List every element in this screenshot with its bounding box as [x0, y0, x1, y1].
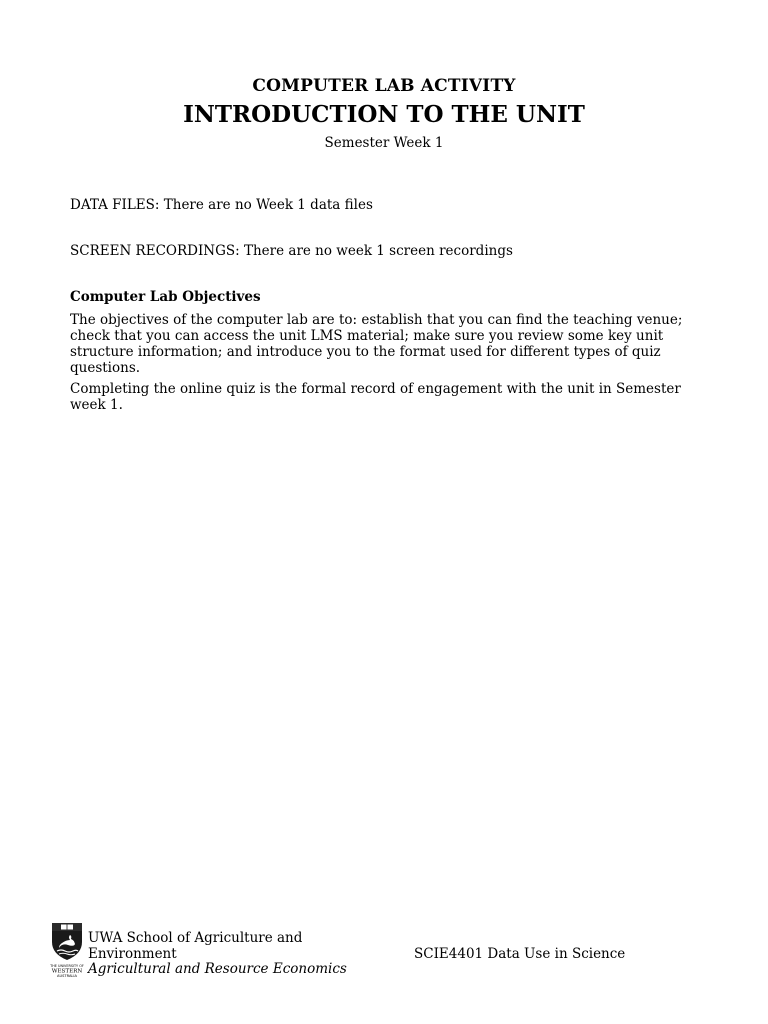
objectives-paragraph: The objectives of the computer lab are to: establish that you can find the teaching venue; check that you can access the unit LMS material; make sure you review some key unit structure information; and introduce you to the format used for different types of quiz questions.: [70, 312, 683, 376]
activity-kicker: COMPUTER LAB ACTIVITY: [252, 76, 516, 96]
uwa-crest-logo: [48, 920, 86, 978]
unit-code: SCIE4401 Data Use in Science: [414, 946, 626, 962]
svg-text:THE UNIVERSITY OF: THE UNIVERSITY OF: [50, 964, 84, 968]
page-subtitle: Semester Week 1: [324, 135, 444, 151]
screen-recordings-note: SCREEN RECORDINGS: There are no week 1 screen recordings: [70, 243, 513, 259]
school-name: [88, 931, 368, 978]
quiz-paragraph: Completing the online quiz is the formal record of engagement with the unit in Semester week 1.: [70, 381, 681, 413]
school-name-line1: UWA School of Agriculture and: [88, 930, 303, 946]
school-name-line2: Environment: [88, 945, 177, 962]
data-files-note: DATA FILES: There are no Week 1 data files: [70, 197, 373, 213]
page-title: INTRODUCTION TO THE UNIT: [183, 101, 585, 128]
svg-text:AUSTRALIA: AUSTRALIA: [57, 974, 77, 978]
objectives-heading: Computer Lab Objectives: [70, 289, 261, 305]
department-name: Agricultural and Resource Economics: [88, 961, 347, 977]
page-footer: [48, 920, 728, 982]
svg-text:WESTERN: WESTERN: [51, 968, 83, 975]
